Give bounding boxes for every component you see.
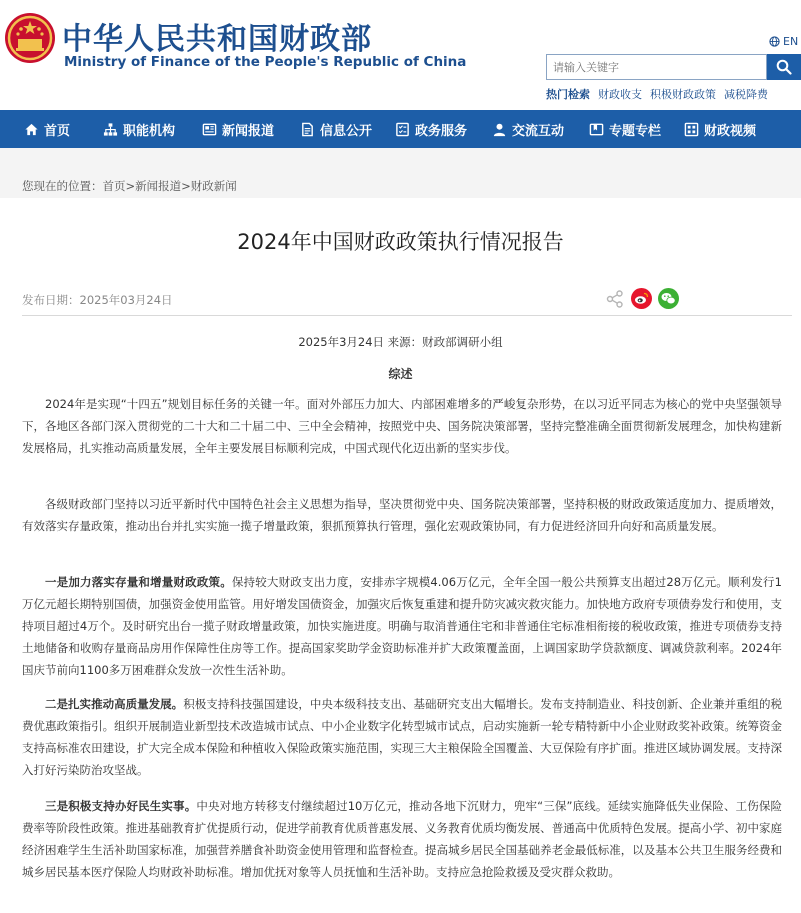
publish-date: 发布日期：2025年03月24日 — [22, 293, 173, 307]
article-paragraph-1 — [22, 393, 782, 459]
nav-item-home[interactable] — [24, 110, 70, 148]
article-paragraph-5 — [22, 795, 782, 883]
nav-item-label: 新闻报道 — [222, 123, 275, 139]
hot-link-proactive-policy[interactable]: 积极财政政策 — [650, 88, 716, 101]
org-chart-icon — [103, 122, 118, 137]
paragraph-text: 各级财政部门坚持以习近平新时代中国特色社会主义思想为指导，坚决贯彻党中央、国务院决策部署，坚持积极的财政政策适度加力、提质增效，有效落实存量政策，推动出台并扎实实施一揽子增量政策，狠抓预算执行管理，强化宏观政策协同，有力促进经济回升向好和高质量发展。 — [22, 497, 782, 533]
hot-link-fiscal-revenue[interactable]: 财政收支 — [598, 88, 642, 101]
language-label[interactable]: EN — [783, 35, 799, 48]
breadcrumb-separator: > — [181, 179, 191, 193]
paragraph-text: 2024年是实现“十四五”规划目标任务的关键一年。面对外部压力加大、内部困难增多的严峻复杂形势，在以习近平同志为核心的党中央坚强领导下，各地区各部门深入贯彻党的二十大和二十届二中、三中全会精神，按照党中央、国务院决策部署，坚持完整准确全面贯彻新发展理念，加快构建新发展格局，扎实推动高质量发展，全年主要发展目标顺利完成，中国式现代化迈出新的坚实步伐。 — [22, 397, 782, 455]
breadcrumb-separator: > — [125, 179, 136, 193]
paragraph-lead: 一是加力落实存量和增量财政政策。 — [45, 575, 232, 589]
document-icon — [300, 122, 315, 137]
nav-item-news[interactable] — [202, 110, 274, 148]
nav-item-label: 政务服务 — [415, 123, 468, 139]
article-paragraph-3 — [22, 571, 782, 681]
paragraph-text: 中央对地方转移支付继续超过10万亿元，推动各地下沉财力，兜牢“三保”底线。延续实施降低失业保险、工伤保险费率等阶段性政策。推进基础教育扩优提质行动，促进学前教育优质普惠发展、义务教育优质均衡发展、普通高中优质特色发展。提高小学、初中家庭经济困难学生生活补助国家标准，加强营养膳食补助资金使用管理和监督检查。提高城乡居民全国基础养老金最低标准，以及基本公共卫生服务经费和城乡居民基本医疗保险人均财政补助标准。增加优抚对象等人员抚恤和生活补助。支持应急抢险救援及受灾群众救助。 — [22, 799, 783, 879]
main-nav — [0, 110, 801, 148]
share-bar — [605, 288, 679, 313]
home-icon — [24, 122, 39, 137]
breadcrumb-prefix: 您现在的位置： — [22, 179, 103, 193]
bookmark-icon — [589, 122, 604, 137]
nav-item-info-disclosure[interactable] — [300, 110, 372, 148]
article-meta: 2025年3月24日 来源：财政部调研小组 — [298, 335, 503, 349]
share-icon[interactable] — [605, 289, 625, 313]
nav-item-departments[interactable] — [103, 110, 175, 148]
search-icon — [776, 59, 792, 75]
national-emblem-icon[interactable] — [4, 12, 56, 64]
site-header — [0, 0, 801, 110]
video-icon — [684, 122, 699, 137]
article-subhead: 综述 — [388, 367, 413, 381]
nav-item-label: 信息公开 — [320, 123, 373, 139]
user-icon — [492, 122, 507, 137]
breadcrumb — [22, 178, 237, 194]
nav-item-videos[interactable] — [684, 110, 756, 148]
hot-link-tax-cut[interactable]: 减税降费 — [724, 88, 768, 101]
paragraph-text: 积极支持科技强国建设，中央本级科技支出、基础研究支出大幅增长。发布支持制造业、科技创新、企业兼并重组的税费优惠政策指引。组织开展制造业新型技术改造城市试点、中小企业数字化转型城市试点，启动实施新一轮专精特新中小企业财政奖补政策。统筹资金支持高标准农田建设，扩大完全成本保险和种植收入保险政策实施范围，实现三大主粮保险全国覆盖、大豆保险有序扩面。推进区域协调发展。支持深入打好污染防治攻坚战。 — [22, 697, 783, 777]
breadcrumb-news[interactable]: 新闻报道 — [135, 179, 182, 193]
hot-search-label: 热门检索 — [546, 88, 590, 101]
nav-item-label: 职能机构 — [123, 123, 176, 139]
breadcrumb-finance-news[interactable]: 财政新闻 — [190, 179, 237, 193]
nav-item-gov-services[interactable] — [395, 110, 467, 148]
article-paragraph-4 — [22, 693, 782, 781]
checklist-icon — [395, 122, 410, 137]
wechat-share-icon[interactable] — [658, 288, 679, 313]
nav-item-label: 首页 — [44, 123, 71, 139]
nav-item-label: 专题专栏 — [609, 123, 662, 139]
search-button[interactable] — [767, 54, 801, 80]
hot-search — [546, 86, 768, 102]
nav-item-interaction[interactable] — [492, 110, 564, 148]
breadcrumb-home[interactable]: 首页 — [102, 179, 126, 193]
paragraph-lead: 三是积极支持办好民生实事。 — [45, 799, 197, 813]
article-paragraph-2 — [22, 493, 782, 537]
paragraph-text: 保持较大财政支出力度，安排赤字规模4.06万亿元，全年全国一般公共预算支出超过28万亿元。顺利发行1万亿元超长期特别国债，加强资金使用监管。用好增发国债资金，加强灾后恢复重建和提升防灾减灾救灾能力。加快地方政府专项债券发行和使用，支持项目超过4万个。及时研究出台一揽子财政增量政策，加快实施进度。明确与取消普通住宅和非普通住宅标准相衔接的税收政策，推进专项债券支持土地储备和收购存量商品房用作保障性住房等工作。提高国家奖助学金资助标准并扩大政策覆盖面，上调国家助学贷款额度、调减贷款利率。2024年国庆节前向1100多万困难群众发放一次性生活补助。 — [22, 575, 782, 677]
weibo-share-icon[interactable] — [631, 288, 652, 313]
nav-item-label: 交流互动 — [512, 123, 565, 139]
nav-item-special-topics[interactable] — [589, 110, 661, 148]
nav-item-label: 财政视频 — [704, 123, 757, 139]
newspaper-icon — [202, 122, 217, 137]
article-title: 2024年中国财政政策执行情况报告 — [237, 230, 564, 254]
search-input[interactable] — [546, 54, 767, 80]
site-title-en[interactable]: Ministry of Finance of the People's Republic of China — [64, 54, 467, 70]
globe-icon — [769, 36, 780, 47]
site-title-cn[interactable]: 中华人民共和国财政部 — [62, 22, 372, 57]
language-switch[interactable] — [769, 35, 798, 48]
header-divider — [22, 315, 792, 316]
paragraph-lead: 二是扎实推动高质量发展。 — [45, 697, 184, 711]
